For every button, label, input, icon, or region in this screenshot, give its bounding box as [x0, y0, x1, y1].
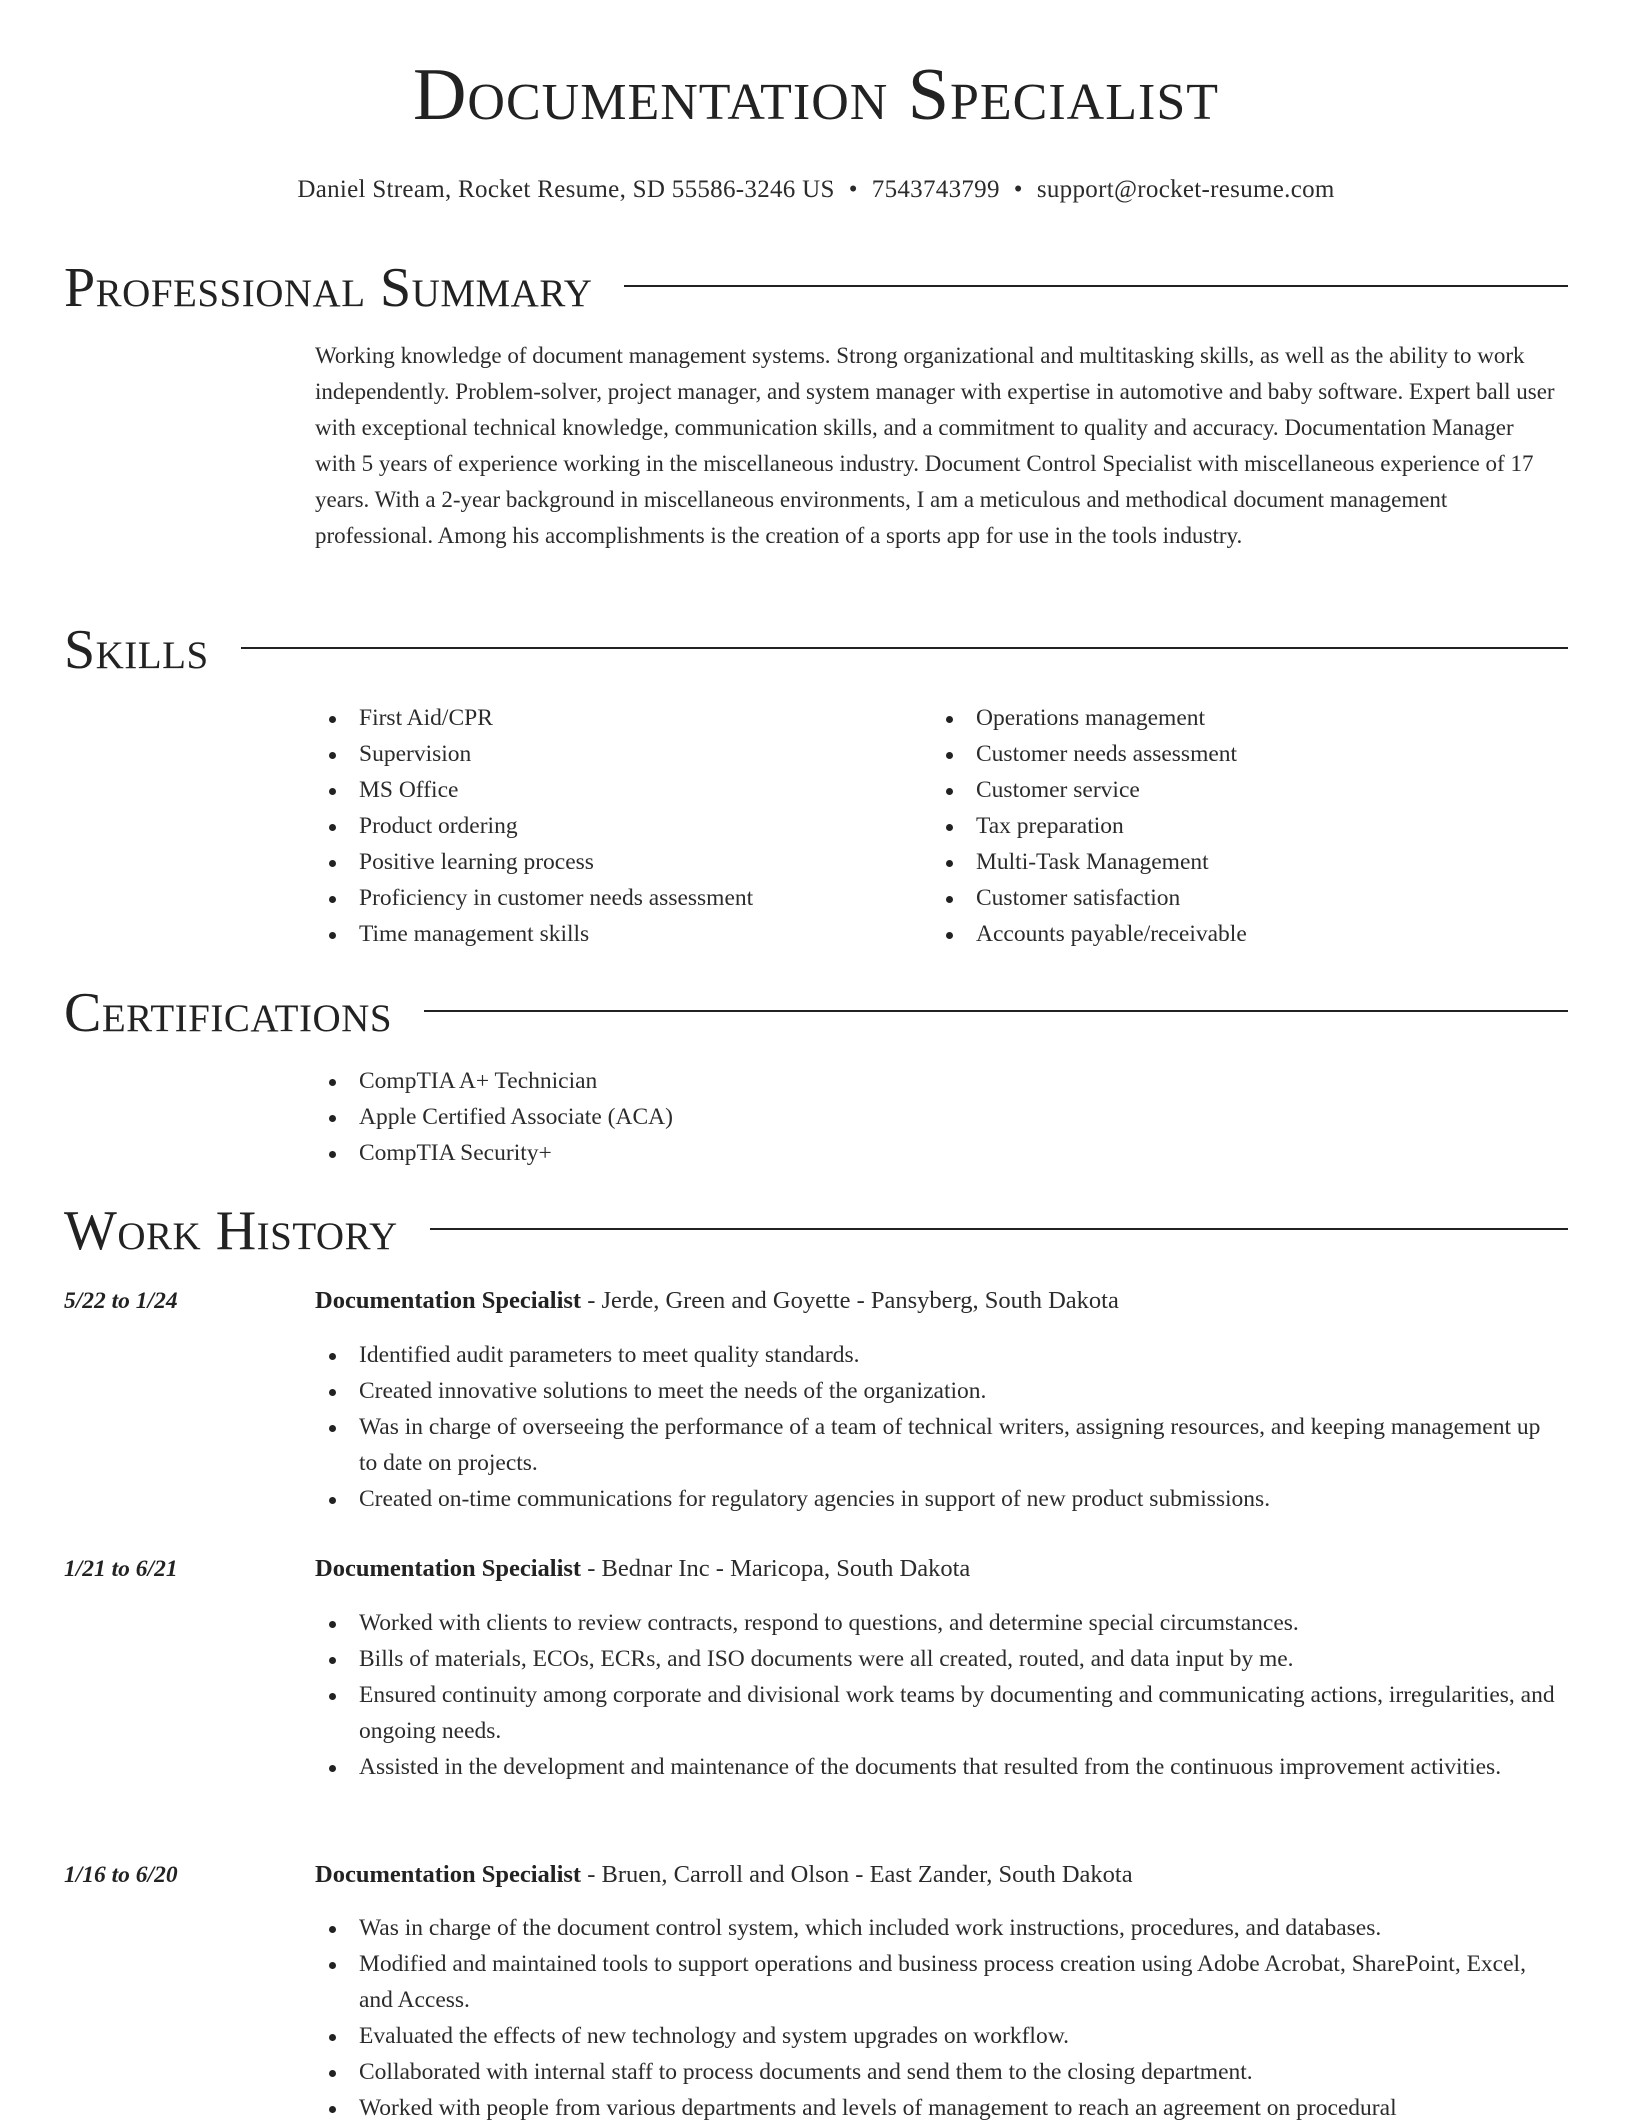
section-divider — [624, 285, 1568, 287]
job-role: Documentation Specialist — [315, 1861, 582, 1888]
contact-phone: 7543743799 — [871, 176, 1000, 203]
contact-email[interactable]: support@rocket-resume.com — [1036, 176, 1335, 203]
skill-item: Supervision — [315, 736, 915, 772]
job-bullet: Evaluated the effects of new technology and system upgrades on workflow. — [315, 2018, 1555, 2054]
certification-item: CompTIA A+ Technician — [315, 1063, 1215, 1099]
job-role: Documentation Specialist — [315, 1287, 582, 1314]
job-employer: - Bruen, Carroll and Olson - East Zander, South Dakota — [581, 1861, 1133, 1888]
contact-line — [0, 176, 1632, 204]
job-header — [315, 1283, 1119, 1319]
skills-section-header — [64, 619, 1568, 681]
job-bullet: Was in charge of the document control system, which included work instructions, procedures, and databases. — [315, 1910, 1555, 1946]
job-bullet: Worked with people from various departments and levels of management to reach an agreement on procedural — [315, 2090, 1555, 2126]
skill-item: MS Office — [315, 772, 915, 808]
skills-heading: Skills — [64, 619, 209, 681]
skill-item: Multi-Task Management — [932, 844, 1552, 880]
job-role: Documentation Specialist — [315, 1555, 582, 1582]
summary-text: Working knowledge of document management systems. Strong organizational and multitasking skills, as well as the ability to work independently. Problem-solver, project manager, and system manager with expertise in automotive and baby software. Expert ball user with exceptional technical knowledge, communication skills, and a commitment to quality and accuracy. Documentation Manager with 5 years of experience working in the miscellaneous industry. Document Control Specialist with miscellaneous experience of 17 years. With a 2-year background in miscellaneous environments, I am a meticulous and methodical document management professional. Among his accomplishments is the creation of a sports app for use in the tools industry. — [315, 343, 1555, 548]
skill-item: Accounts payable/receivable — [932, 916, 1552, 952]
contact-separator: • — [1013, 176, 1023, 203]
job-employer: - Bednar Inc - Maricopa, South Dakota — [581, 1555, 971, 1582]
section-divider — [430, 1228, 1568, 1230]
skill-item: Proficiency in customer needs assessment — [315, 880, 915, 916]
skill-item: Positive learning process — [315, 844, 915, 880]
summary-section-header — [64, 257, 1568, 319]
job-bullet: Bills of materials, ECOs, ECRs, and ISO documents were all created, routed, and data input by me. — [315, 1641, 1555, 1677]
certification-item: Apple Certified Associate (ACA) — [315, 1099, 1215, 1135]
skill-item: Operations management — [932, 700, 1552, 736]
skill-item: Product ordering — [315, 808, 915, 844]
contact-separator: • — [848, 176, 858, 203]
certifications-section-header — [64, 982, 1568, 1044]
job-dates: 1/16 to 6/20 — [64, 1862, 178, 1888]
job-dates: 1/21 to 6/21 — [64, 1556, 178, 1582]
job-header — [315, 1551, 970, 1587]
certification-item: CompTIA Security+ — [315, 1135, 1215, 1171]
job-bullets — [315, 1337, 1555, 1517]
section-divider — [424, 1010, 1568, 1012]
job-employer: - Jerde, Green and Goyette - Pansyberg, South Dakota — [581, 1287, 1119, 1314]
job-header — [315, 1857, 1133, 1893]
job-bullet: Assisted in the development and maintenance of the documents that resulted from the continuous improvement activities. — [315, 1749, 1555, 1785]
summary-heading: Professional Summary — [64, 257, 593, 319]
skill-item: Customer service — [932, 772, 1552, 808]
job-bullets — [315, 1605, 1555, 1785]
job-bullet: Modified and maintained tools to support operations and business process creation using Adobe Acrobat, SharePoint, Excel, and Access. — [315, 1946, 1555, 2018]
skill-item: First Aid/CPR — [315, 700, 915, 736]
certifications-list — [315, 1063, 1215, 1171]
section-divider — [241, 647, 1568, 649]
job-bullet: Was in charge of overseeing the performance of a team of technical writers, assigning resources, and keeping management up to date on projects. — [315, 1409, 1555, 1481]
job-bullet: Identified audit parameters to meet quality standards. — [315, 1337, 1555, 1373]
job-bullet: Created on-time communications for regulatory agencies in support of new product submissions. — [315, 1481, 1555, 1517]
job-bullet: Collaborated with internal staff to process documents and send them to the closing department. — [315, 2054, 1555, 2090]
job-bullet: Ensured continuity among corporate and divisional work teams by documenting and communicating actions, irregularities, and ongoing needs. — [315, 1677, 1555, 1749]
skill-item: Customer satisfaction — [932, 880, 1552, 916]
work-history-section-header — [64, 1200, 1568, 1262]
job-bullets — [315, 1910, 1555, 2126]
job-bullet: Worked with clients to review contracts, respond to questions, and determine special circumstances. — [315, 1605, 1555, 1641]
contact-address: Daniel Stream, Rocket Resume, SD 55586-3246 US — [297, 176, 835, 203]
skill-item: Customer needs assessment — [932, 736, 1552, 772]
certifications-heading: Certifications — [64, 982, 393, 1044]
job-bullet: Created innovative solutions to meet the needs of the organization. — [315, 1373, 1555, 1409]
job-dates: 5/22 to 1/24 — [64, 1288, 178, 1314]
resume-title: Documentation Specialist — [412, 54, 1219, 136]
work-history-heading: Work History — [64, 1200, 398, 1262]
skill-item: Tax preparation — [932, 808, 1552, 844]
skill-item: Time management skills — [315, 916, 915, 952]
skills-list-right — [932, 700, 1552, 952]
skills-list-left — [315, 700, 915, 952]
